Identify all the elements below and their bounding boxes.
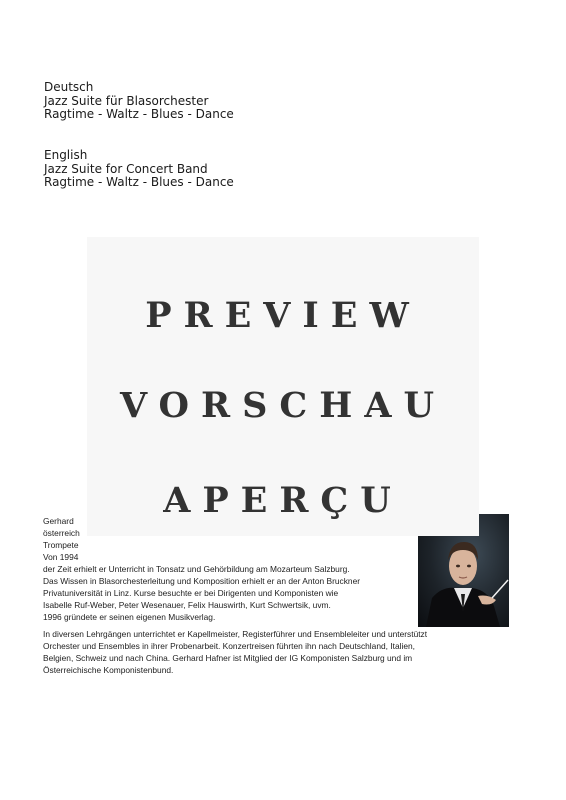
bio-line: Orchester und Ensembles in ihrer Probenarbeit. Konzertreisen führten ihn nach Deutschland, Italien,	[43, 641, 415, 651]
german-movements: Ragtime - Waltz - Blues - Dance	[44, 107, 234, 121]
bio-line: Von 1994	[43, 552, 79, 562]
bio-line: Belgien, Schweiz und nach China. Gerhard Hafner ist Mitglied der IG Komponisten Salzburg und im	[43, 653, 413, 663]
bio-line: Trompete	[43, 540, 79, 550]
bio-line: Österreichische Komponistenbund.	[43, 665, 174, 675]
bio-line: 1996 gründete er seinen eigenen Musikverlag.	[43, 612, 216, 622]
watermark-vorschau-text: VORSCHAU	[120, 385, 446, 426]
bio-line: Das Wissen in Blasorchesterleitung und Komposition erhielt er an der Anton Bruckner	[43, 576, 361, 586]
bio-line: österreich	[43, 528, 80, 538]
bio-line: der Zeit erhielt er Unterricht in Tonsatz und Gehörbildung am Mozarteum Salzburg.	[43, 564, 350, 574]
german-title-block	[44, 81, 234, 122]
english-movements: Ragtime - Waltz - Blues - Dance	[44, 175, 234, 189]
english-title-block	[44, 149, 234, 190]
german-work-title: Jazz Suite für Blasorchester	[44, 93, 209, 108]
english-work-title: Jazz Suite for Concert Band	[44, 161, 208, 176]
german-language-label: Deutsch	[44, 80, 94, 94]
bio-line: In diversen Lehrgängen unterrichtet er Kapellmeister, Registerführer und Ensembleleiter und unterstützt	[43, 629, 428, 639]
bio-line: Gerhard	[43, 516, 74, 526]
biography-paragraph-2	[43, 628, 510, 676]
preview-watermark-overlay	[87, 237, 479, 536]
watermark-preview-text: PREVIEW	[145, 295, 421, 336]
english-language-label: English	[44, 148, 88, 162]
bio-line: Privatuniversität in Linz. Kurse besuchte er bei Dirigenten und Komponisten wie	[43, 588, 339, 598]
watermark-apercu-text: APERÇU	[163, 480, 403, 521]
bio-line: Isabelle Ruf-Weber, Peter Wesenauer, Felix Hauswirth, Kurt Schwertsik, uvm.	[43, 600, 331, 610]
